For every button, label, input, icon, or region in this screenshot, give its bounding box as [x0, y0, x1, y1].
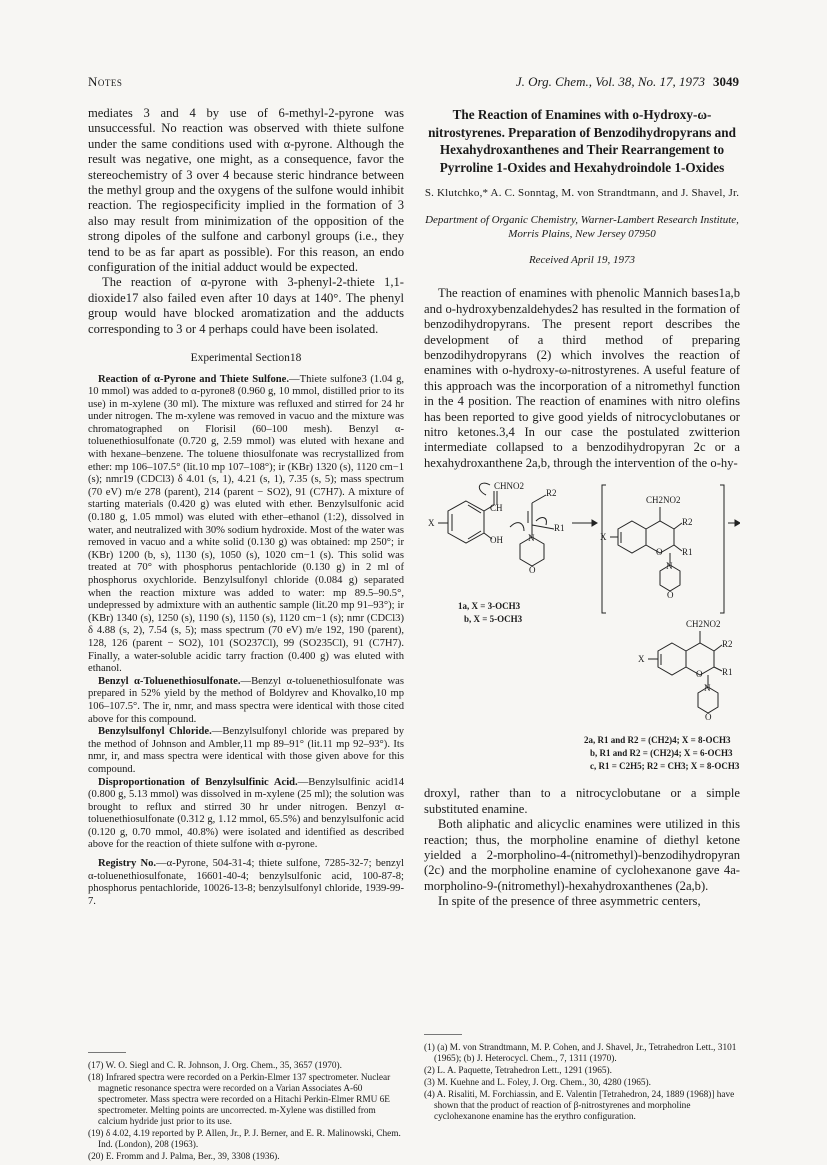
section-label: Notes: [88, 74, 123, 89]
n-label: N: [666, 561, 673, 572]
compound-2b-label: b, R1 and R2 = (CH2)4; X = 6-OCH3: [590, 748, 733, 759]
article-title: The Reaction of Enamines with o-Hydroxy-ω-nitrostyrenes. Preparation of Benzodihydropyrans and Hexahydroxanthenes and Their Rearrangement to Pyrroline 1-Oxides and Hexahydroindole 1-Oxides: [428, 107, 736, 175]
compound-2c-label: c, R1 = C2H5; R2 = CH3; X = 8-OCH3: [590, 761, 740, 772]
compound-1b-label: b, X = 5-OCH3: [464, 614, 523, 625]
compound-2a-label: 2a, R1 and R2 = (CH2)4; X = 8-OCH3: [584, 735, 731, 746]
ch2no2-label: CH2NO2: [686, 619, 721, 630]
benzene-ring-1: [448, 501, 484, 543]
n-label: N: [528, 533, 535, 544]
ch-label: CH: [490, 503, 503, 514]
experimental-heading: Experimental Section18: [190, 352, 302, 365]
experimental-section: [88, 374, 404, 909]
footnote: (18) Infrared spectra were recorded on a Perkin-Elmer 137 spectrometer. Nuclear magnetic resonance spectra were recorded on a Varian Associates A-60 spectrometer. Mass spectra were recorded on a Hitachi Perkin-Elmer RMU 6E spectrometer. Melting points are uncorrected. m-Xylene was distilled from calcium hydride just prior to its use.: [88, 1073, 391, 1127]
r1-label: R1: [554, 523, 565, 534]
right-column: [424, 106, 740, 910]
o-label: O: [667, 590, 674, 601]
paragraph: Both aliphatic and alicyclic enamines were utilized in this reaction; thus, the morpholine enamine of diethyl ketone yielded a 2-morpholino-4-(nitromethyl)-benzodihydropyran (2c) and the morpholine enamine of cyclohexanone gave 4a-morpholino-9-(nitromethyl)-hexahydroxanthenes (2a,b).: [424, 817, 740, 893]
paragraph: mediates 3 and 4 by use of 6-methyl-2-pyrone was unsuccessful. No reaction was observed with thiete sulfone under the same conditions used with α-pyrone. Although the result was negative, one might, as a consequence, favor the stereochemistry of 3 over 4 because steric hindrance between the methyl group and the oxygens of the sulfone would inhibit reaction. The regiospecificity implied in the formation of 3 also may result from minimization of the opposition of the strong dipoles of the sulfone and carbonyl groups (i.e., they tend to be as far apart as possible). For this reason, an endo configuration of the initial adduct would be expected.: [88, 106, 404, 275]
benzene-ring-2: [618, 521, 646, 553]
chno2-label: CHNO2: [494, 481, 525, 492]
registry-paragraph: Registry No.—α-Pyrone, 504-31-4; thiete sulfone, 7285-32-7; benzyl α-toluenethiosulfonate, 16601-40-4; benzylsulfonic acid, 100-87-8; phosphorus pentachloride, 10026-13-8; benzylsulfonyl chloride, 1939-99-7.: [88, 858, 404, 907]
footnote: (1) (a) M. von Strandtmann, M. P. Cohen, and J. Shavel, Jr., Tetrahedron Lett., 3101 (1965); (b) J. Heterocycl. Chem., 7, 1311 (1970).: [424, 1043, 737, 1064]
received-date: Received April 19, 1973: [528, 254, 636, 266]
r2-label: R2: [722, 639, 733, 650]
benzene-ring-3: [658, 643, 686, 675]
footnote: (20) E. Fromm and J. Palma, Ber., 39, 3308 (1936).: [88, 1152, 280, 1162]
paragraph: The reaction of α-pyrone with 3-phenyl-2-thiete 1,1-dioxide17 also failed even after 10 days at 140°. The phenyl group would have blocked aromatization and the adducts corresponding to 3 or 4 perhaps could have been isolated.: [88, 275, 404, 336]
x-label: X: [638, 654, 645, 665]
left-column: [88, 106, 404, 908]
paragraph: droxyl, rather than to a nitrocyclobutane or a simple substituted enamine.: [424, 786, 740, 816]
affiliation: Department of Organic Chemistry, Warner-Lambert Research Institute, Morris Plains, New Jersey 07950: [425, 214, 739, 240]
experimental-paragraph: Reaction of α-Pyrone and Thiete Sulfone.—Thiete sulfone3 (1.04 g, 10 mmol) was added to α-pyrone8 (0.960 g, 10 mmol, distilled prior to its use) in m-xylene (30 ml). The mixture was refluxed and stirred for 24 hr under nitrogen. The m-xylene was removed in vacuo and the mixture was chromatographed on Florisil (60–100 mesh). Benzyl α-toluenethiosulfonate (0.720 g, 2.59 mmol) was eluted with hexane and with hexane–benzene. The toluene thiosulfonate was recrystallized from ether: mp 106–107.5° (lit.10 mp 107–108°); ir (KBr) 1320 (s), 1120 cm−1 (s); nmr19 (CDCl3) δ 4.01 (s, 1), 4.21 (s, 1), 7.35 (s, 5); mass spectrum (70 eV) m/e 278 (parent), 214 (parent − SO2), 91 (C7H7). A mixture of starting materials (0.420 g) was eluted with ether. Benzylsulfonic acid (0.180 g, 1.05 mmol) was eluted with ether–ethanol (1:2), dissolved in water, and neutralized with 30% sodium hydroxide. Most of the water was removed in vacuo and a white solid (0.130 g) was obtained: mp 250°; ir (KBr) 1200 (b, s), 1130 (s), 1050 (s), 1020 cm−1 (s). This solid was treated at 70° with phosphorus pentachloride (0.130 g) in 2 ml of phosphorus oxychloride. Benzylsulfonyl chloride (0.084 g) separated when the reaction mixture was added to water: mp 89.5–90.5°, undepressed by admixture with an authentic sample (lit.20 mp 91–93°); ir (KBr) 1340 (s), 1250 (s), 1190 (s), 1150 (s), 1120 cm−1 (s); nmr (CDCl3) δ 4.88 (s, 2), 7.54 (s, 5); mass spectrum (70 eV) m/e 192, 190 (parent), 128, 126 (parent − SO2), 101 (SO237Cl), 99 (SO235Cl), 91 (C7H7). Finally, a water-soluble acidic tarry fraction (0.400 g) was eluted with ethanol.: [88, 373, 405, 675]
paragraph: The reaction of enamines with phenolic Mannich bases1a,b and o-hydroxybenzaldehydes2 has resulted in the formation of benzodihydropyrans. The present report describes the development of a third method of preparing benzodihydropyrans (2) which involves the reaction of enamines with o-hydroxy-ω-nitrostyrenes. A useful feature of this approach was the incorporation of a nitromethyl function in the 4 position. The reaction of enamines with nitro olefins has been reported to give good yields of nitrocyclobutanes or nitro ketones.3,4 In our case the postulated zwitterion intermediate collapsed to a benzodihydropyran 2c or a hexahydroxanthene 2a,b, through the intervention of the o-hy-: [424, 286, 740, 470]
ch2no2-label: CH2NO2: [646, 495, 681, 506]
o-label: O: [656, 547, 663, 558]
right-footnotes: [424, 1022, 740, 1124]
n-label: N: [704, 683, 711, 694]
r1-label: R1: [682, 547, 693, 558]
footnote: (4) A. Risaliti, M. Forchiassin, and E. Valentin [Tetrahedron, 24, 1889 (1968)] have shown that the product of reaction of β-nitrostyrenes and morpholine cyclohexanone enamine has the erythro configuration.: [424, 1090, 735, 1122]
o-label: O: [696, 669, 703, 680]
oh-label: OH: [490, 535, 503, 546]
paragraph: In spite of the presence of three asymmetric centers,: [438, 894, 701, 909]
authors: S. Klutchko,* A. C. Sonntag, M. von Strandtmann, and J. Shavel, Jr.: [424, 187, 740, 199]
footnote-divider: [88, 1052, 126, 1053]
r2-label: R2: [546, 488, 557, 499]
footnote: (2) L. A. Paquette, Tetrahedron Lett., 1291 (1965).: [424, 1066, 612, 1076]
x-label: X: [428, 518, 435, 529]
page-number: 3049: [713, 74, 739, 89]
r1-label: R1: [722, 667, 733, 678]
experimental-paragraph: Benzyl α-Toluenethiosulfonate.—Benzyl α-toluenethiosulfonate was prepared in 52% yield by the method of Boldyrev and Khovalko,10 mp 106–107.5°. The ir, nmr, and mass spectra were identical with those cited above for this compound.: [88, 675, 404, 725]
o-label: O: [529, 565, 536, 576]
left-footnotes: [88, 1040, 404, 1164]
reaction-scheme: [424, 481, 740, 778]
journal-citation: J. Org. Chem., Vol. 38, No. 17, 1973 3049: [515, 74, 739, 89]
experimental-paragraph: Benzylsulfonyl Chloride.—Benzylsulfonyl chloride was prepared by the method of Johnson and Ambler,11 mp 89–91° (lit.11 mp 92–93°). Its nmr, ir, and mass spectra were identical with those given above for this compound.: [88, 726, 404, 775]
footnote: (3) M. Kuehne and L. Foley, J. Org. Chem., 30, 4280 (1965).: [424, 1078, 651, 1088]
footnote: (17) W. O. Siegl and C. R. Johnson, J. Org. Chem., 35, 3657 (1970).: [88, 1061, 342, 1071]
footnote: (19) δ 4.02, 4.19 reported by P. Allen, Jr., P. J. Berner, and E. R. Malinowski, Chem. Ind. (London), 208 (1963).: [88, 1129, 401, 1150]
r2-label: R2: [682, 517, 693, 528]
x-label: X: [600, 532, 607, 543]
compound-1a-label: 1a, X = 3-OCH3: [458, 601, 521, 612]
o-label: O: [705, 712, 712, 723]
footnote-divider: [424, 1034, 462, 1035]
experimental-paragraph: Disproportionation of Benzylsulfinic Acid.—Benzylsulfinic acid14 (0.800 g, 5.13 mmol) was dissolved in m-xylene (25 ml); the solution was brought to reflux and stirred 30 hr under nitrogen. Benzyl α-toluenethiosulfonate (0.312 g, 1.12 mmol, 65.5%) and benzylsulfonic acid (0.120 g, 0.70 mmol, 40.8%) were isolated and identified as described above for the reaction of thiete sulfone with α-pyrone.: [88, 776, 405, 851]
running-header: [88, 74, 739, 94]
